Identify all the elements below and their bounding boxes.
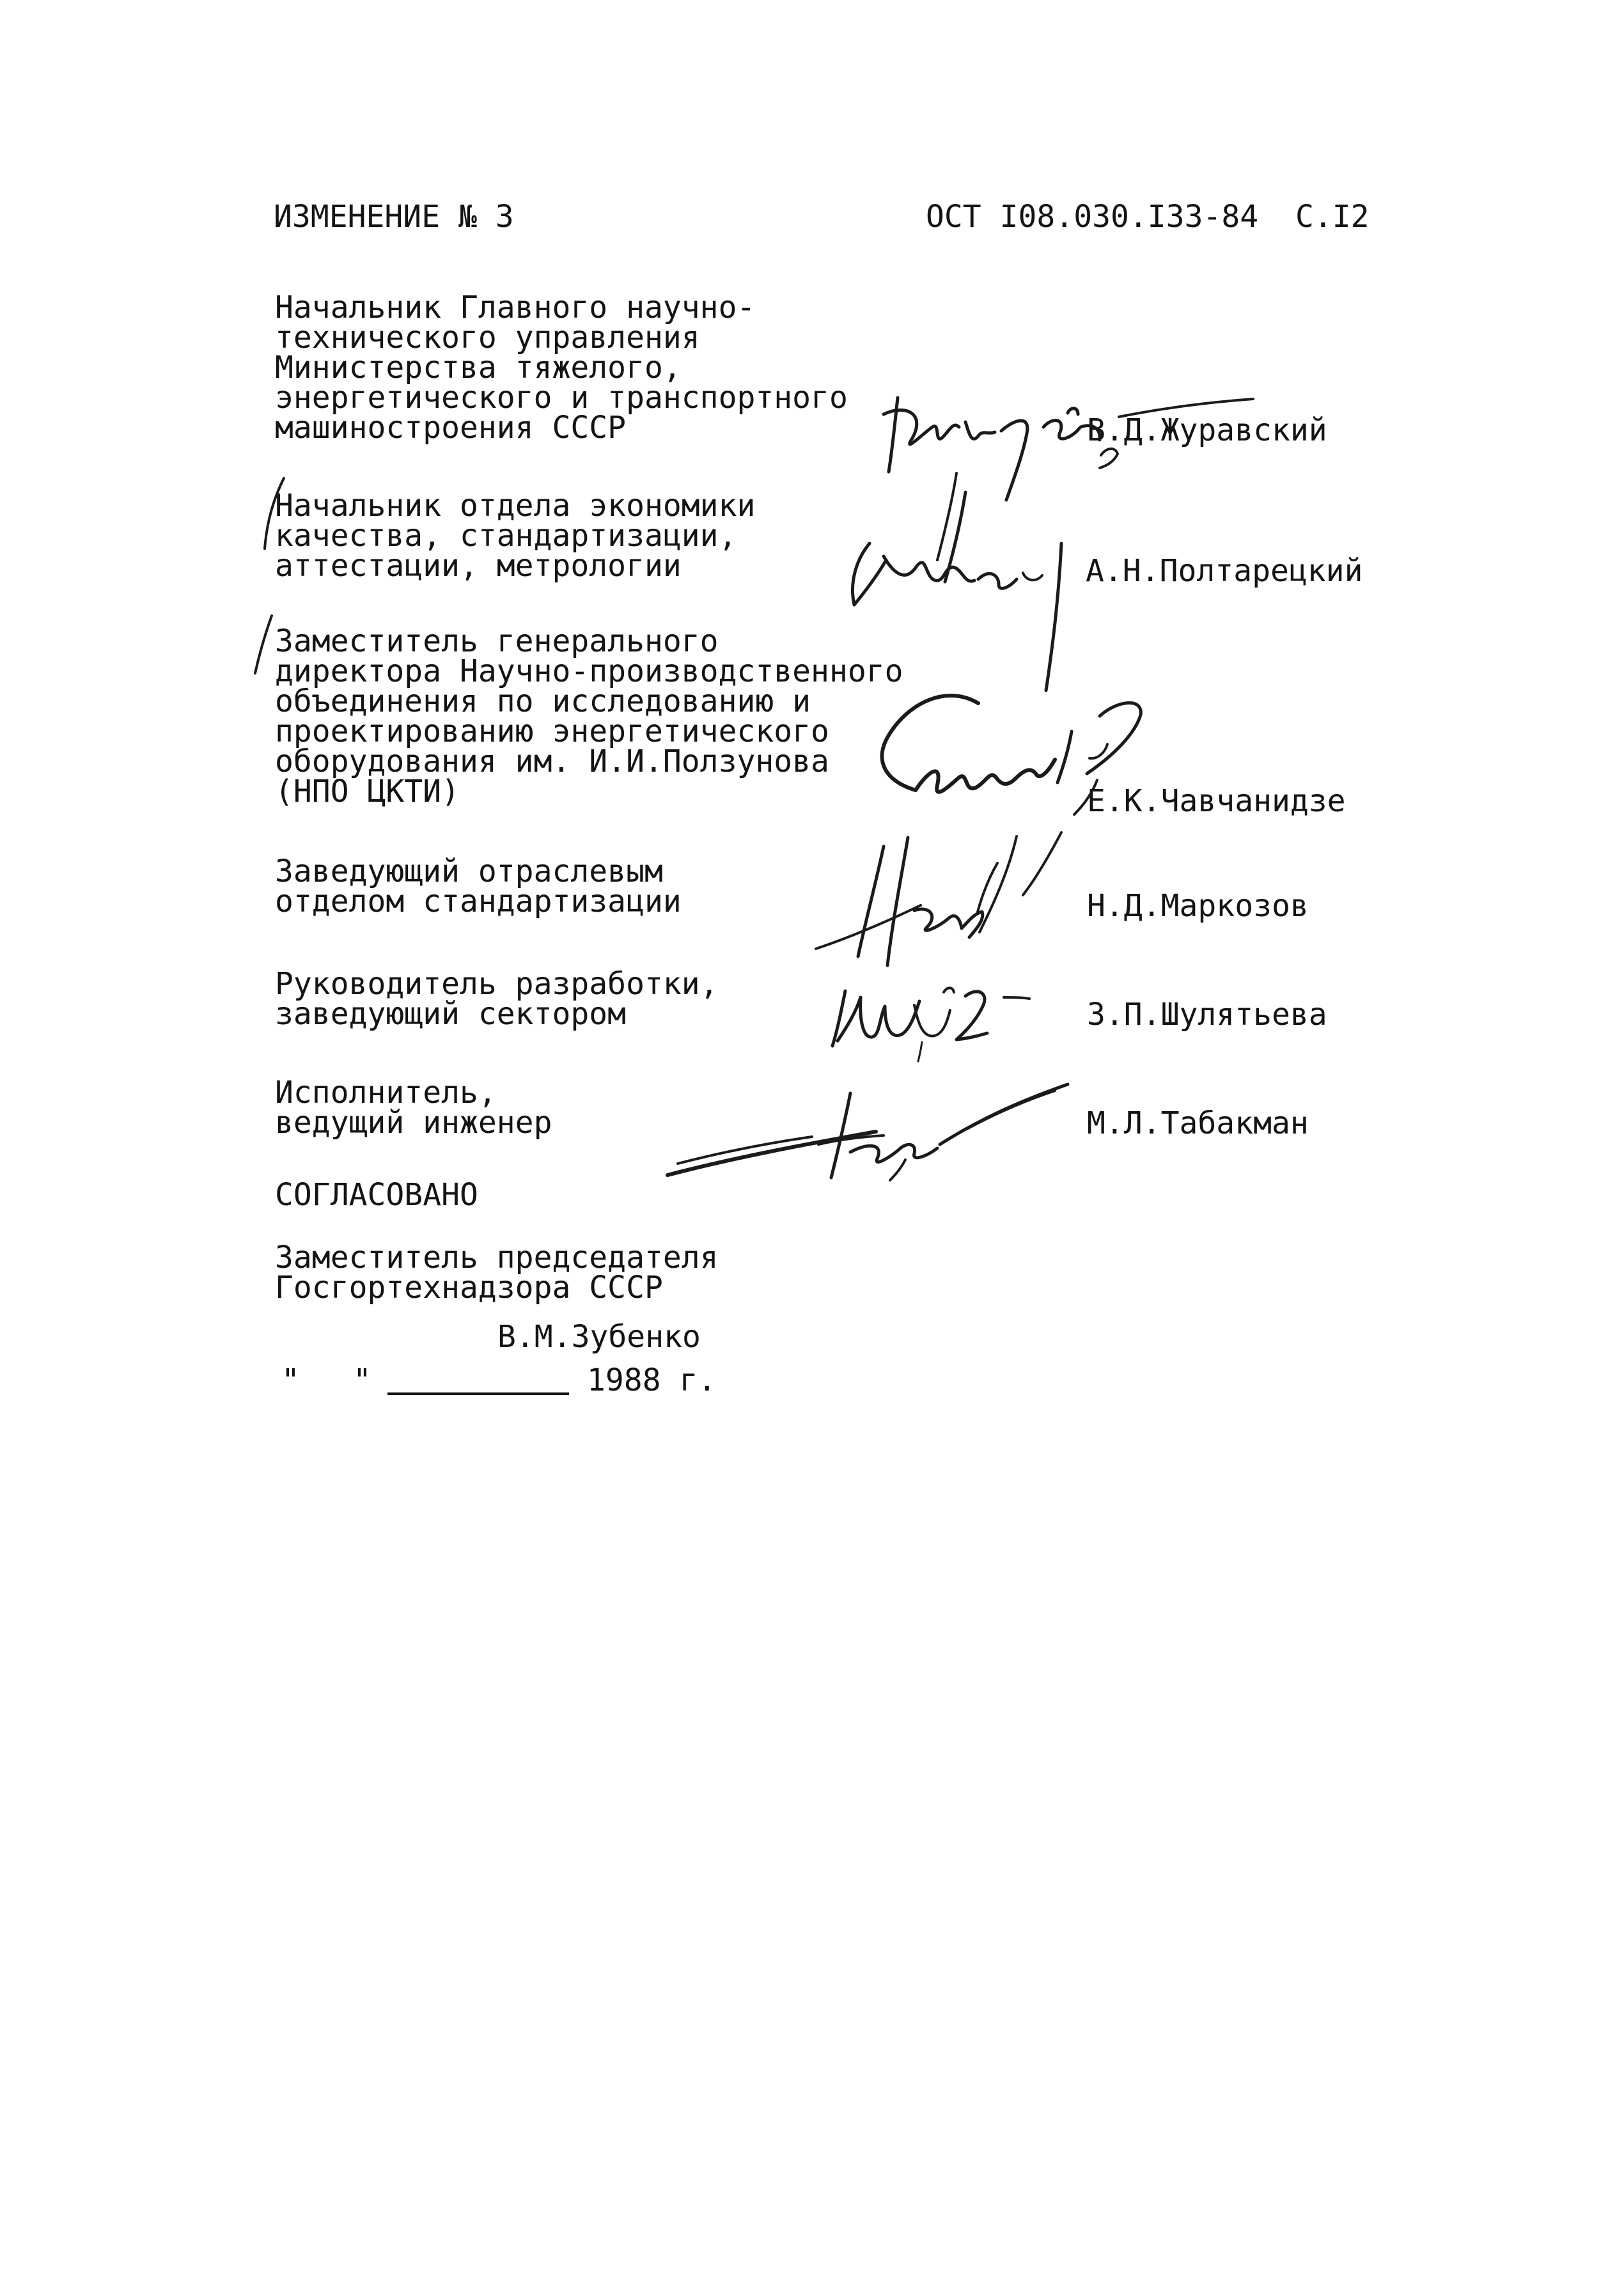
position-line: объединения по исследованию и — [275, 683, 811, 719]
signatory-4-name: Н.Д.Маркозов — [1087, 888, 1309, 924]
signatory-5-position — [275, 966, 719, 1032]
signatory-5-name: З.П.Шулятьева — [1087, 997, 1327, 1033]
signatory-1-position — [275, 290, 848, 446]
signatory-3-position — [275, 623, 903, 809]
signature-5 — [818, 959, 1049, 1061]
position-line: отделом стандартизации — [275, 884, 682, 919]
position-line: Заведующий отраслевым — [275, 854, 663, 889]
position-line: Госгортехнадзора СССР — [275, 1270, 663, 1306]
position-line: качества, стандартизации, — [275, 518, 737, 554]
standard-reference: ОСТ I08.030.I33-84 С.I2 — [926, 199, 1370, 235]
position-line: директора Научно-производственного — [275, 653, 903, 689]
signatory-1-name: В.Д.Журавский — [1087, 412, 1327, 448]
position-line: Начальник Главного научно- — [275, 290, 756, 325]
position-line: Министерства тяжелого, — [275, 350, 682, 386]
position-line: Заместитель председателя — [275, 1240, 719, 1275]
signatory-2-name: А.Н.Полтарецкий — [1086, 553, 1363, 589]
position-line: энергетического и транспортного — [275, 380, 848, 416]
date-quote-close: " — [353, 1362, 371, 1398]
signatory-3-name: Е.К.Чавчанидзе — [1087, 783, 1346, 819]
check-mark-3 — [246, 611, 285, 681]
position-line: Начальник отдела экономики — [275, 488, 756, 524]
position-line: технического управления — [275, 320, 700, 355]
signatory-4-position — [275, 854, 682, 919]
position-line: Руководитель разработки, — [275, 966, 719, 1002]
position-line: ведущий инженер — [275, 1105, 552, 1141]
change-number: ИЗМЕНЕНИЕ № 3 — [274, 199, 514, 235]
check-mark-2 — [256, 473, 294, 556]
position-line: оборудования им. И.И.Ползунова — [275, 744, 829, 779]
date-blank-line — [387, 1392, 569, 1395]
approval-year: 1988 г. — [587, 1362, 717, 1398]
position-line: Исполнитель, — [275, 1075, 497, 1111]
position-line: проектированию энергетического — [275, 713, 829, 749]
position-line: Заместитель генерального — [275, 623, 719, 659]
position-line: заведующий сектором — [275, 996, 627, 1032]
approval-position — [275, 1240, 719, 1306]
position-line: машиностроения СССР — [275, 410, 627, 446]
signature-2 — [831, 448, 1100, 716]
signatory-6-name: М.Л.Табакман — [1087, 1105, 1309, 1141]
approval-heading: СОГЛАСОВАНО — [275, 1177, 478, 1213]
position-line: (НПО ЦКТИ) — [275, 774, 460, 809]
signatory-2-position — [275, 488, 756, 584]
approval-name: В.М.Зубенко — [497, 1319, 701, 1355]
signatory-6-position — [275, 1075, 552, 1141]
position-line: аттестации, метрологии — [275, 548, 682, 584]
date-quote-open: " — [281, 1362, 300, 1398]
signature-6 — [659, 1068, 1081, 1189]
